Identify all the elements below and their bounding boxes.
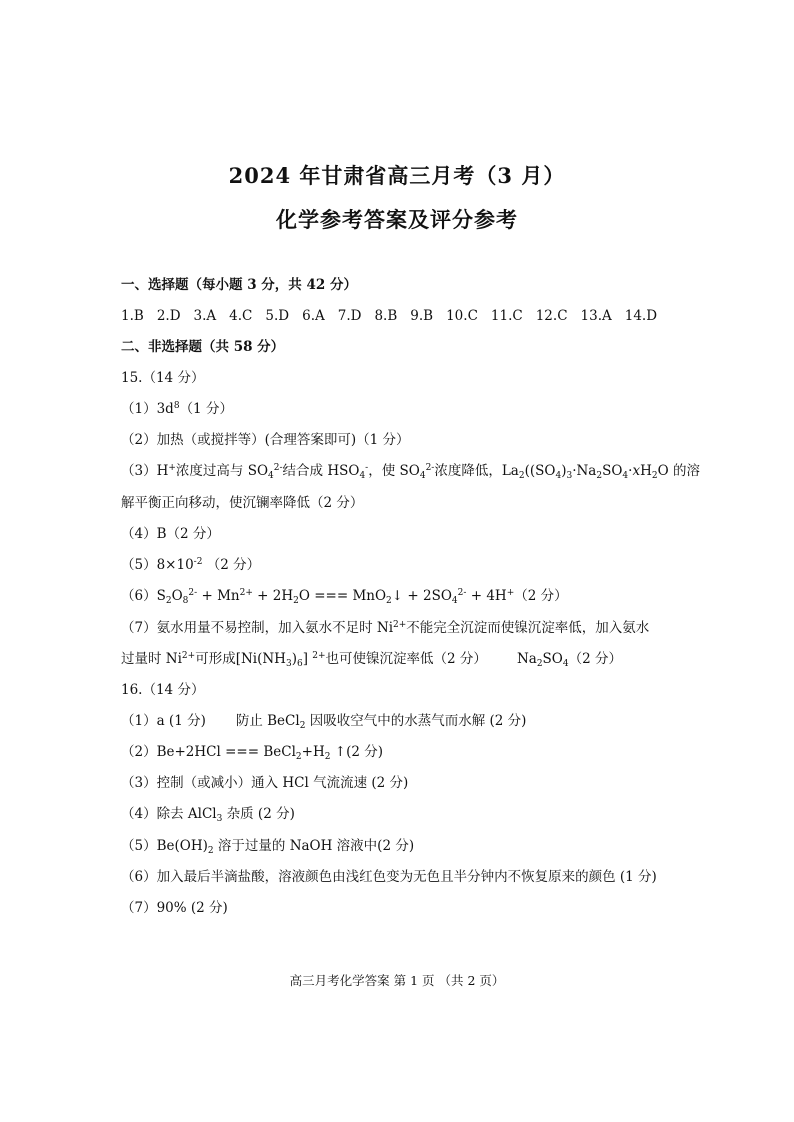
- answer-item: 8.B: [374, 308, 398, 324]
- q15-answer-1: $(1)3d^8(1$ 分）: [121, 401, 233, 417]
- q15-answer-7-line1: （7）氨水用量不易控制，加入氨水不足时 $Ni^{2+}$不能完全沉淀而使镍沉淀率低，加入氨水: [121, 620, 650, 636]
- answer-item: 11.C: [490, 308, 523, 324]
- answer-item: 9.B: [410, 308, 434, 324]
- q15-answer-6: $(6)S_2O_8^{2-} + Mn^{2+} + 2H_2O$ === MnO$_2$↓ + $2SO_4^{2-} + 4H^+(2$ 分）: [121, 588, 568, 606]
- answer-item: 5.D: [265, 308, 290, 324]
- q15-answer-4: （4）B（2 分）: [121, 526, 220, 542]
- q16-answer-6: （6）加入最后半滴盐酸，溶液颜色由浅红色变为无色且半分钟内不恢复原来的颜色 (1 分): [121, 869, 657, 885]
- section-heading-choice: 一、选择题（每小题 3 分，共 42 分）: [121, 277, 357, 293]
- q16-answer-2: （2）Be+2HCl === $BeCl_2+H_2$ ↑(2 分): [121, 744, 383, 762]
- page-footer: 高三月考化学答案 第 1 页 （共 2 页）: [289, 973, 505, 988]
- question-15-header: 15.（14 分）: [121, 370, 205, 386]
- q16-answer-4: （4）除去 AlCl$_3$ 杂质 (2 分): [121, 806, 295, 824]
- q15-answer-2: （2）加热（或搅拌等）(合理答案即可)（1 分）: [121, 432, 410, 448]
- answer-item: 6.A: [302, 308, 325, 324]
- q16-answer-3: （3）控制（或减小）通入 HCl 气流流速 (2 分): [121, 775, 409, 791]
- answer-item: 7.D: [337, 308, 362, 324]
- q15-answer-5: $(5)8\times 10^{-2}$ （2 分）: [121, 557, 261, 573]
- q15-answer-3-line1: （3）H+浓度过高与 $SO_4^{2-}$结合成 $HSO_4^-$，使 $SO_4^{2-}$浓度降低，$La_2((SO_4)_3\cdot Na_2SO_4\cdot xH_2O$ 的溶: [121, 463, 700, 481]
- q16-answer-1: （1）a (1 分) 防止 BeCl$_2$ 因吸收空气中的水蒸气而水解 (2 分): [121, 713, 527, 731]
- page-title: 2024 年甘肃省高三月考（3 月）: [228, 163, 566, 188]
- q15-answer-3-line2: 解平衡正向移动，使沉镧率降低（2 分）: [121, 495, 364, 511]
- answer-item: 10.C: [446, 308, 478, 324]
- answer-item: 2.D: [156, 308, 181, 324]
- q16-answer-7: （7）90% (2 分): [121, 900, 228, 916]
- page-subtitle: 化学参考答案及评分参考: [276, 207, 518, 232]
- choice-answers: [121, 307, 670, 325]
- section-heading-nonchoice: 二、非选择题（共 58 分）: [121, 339, 285, 355]
- question-16-header: 16.（14 分）: [121, 682, 205, 698]
- answer-item: 3.A: [193, 308, 217, 324]
- answer-item: 14.D: [624, 308, 658, 324]
- answer-item: 4.C: [229, 308, 253, 324]
- answer-item: 12.C: [535, 308, 568, 324]
- answer-item: 1.B: [121, 308, 144, 324]
- q16-answer-5: $(5)Be(OH)_2$ 溶于过量的 NaOH 溶液中(2 分): [121, 838, 415, 856]
- q15-answer-7-line2: 过量时 $Ni^{2+}$可形成$[Ni(NH_3)_6]$ $^{2+}$也可使镍沉淀率低（2 分） $Na_2SO_4(2$ 分）: [121, 651, 622, 669]
- answer-item: 13.A: [580, 308, 612, 324]
